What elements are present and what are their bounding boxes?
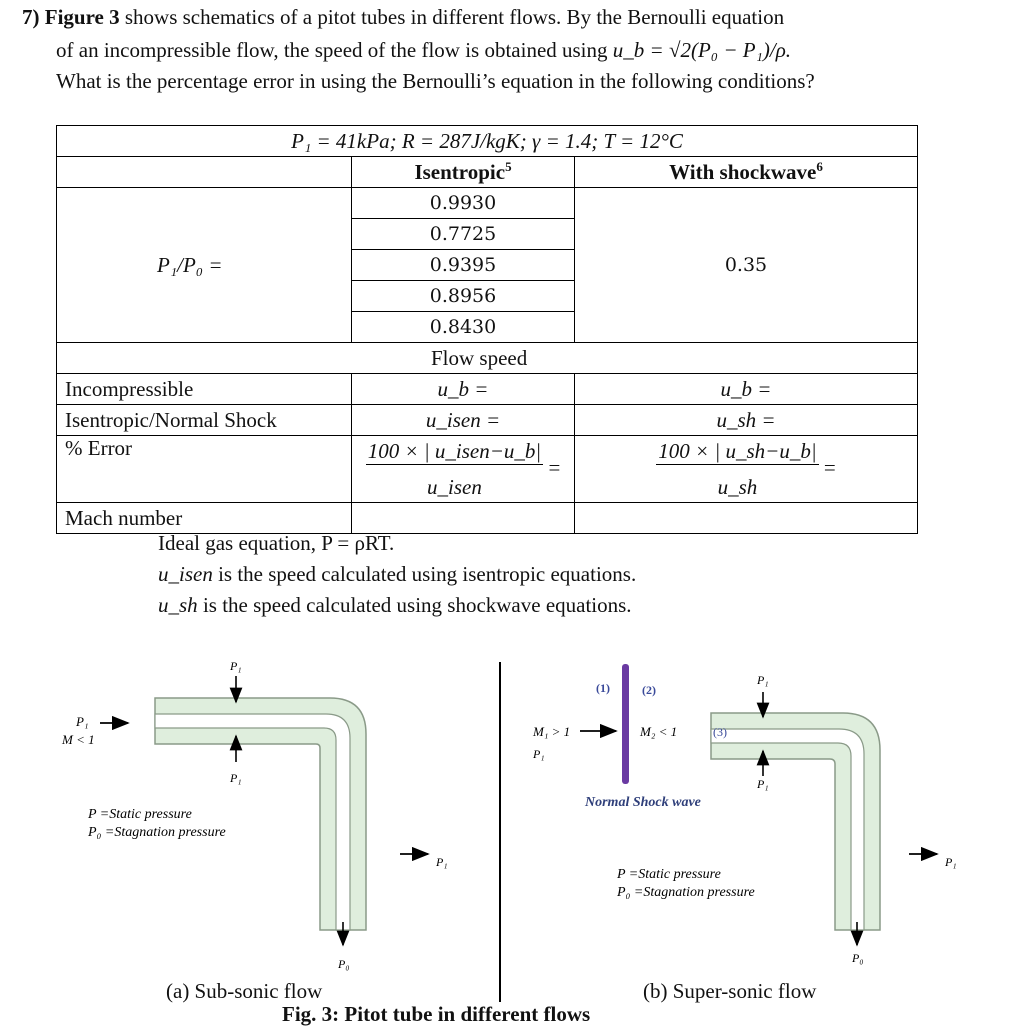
normal-shock-label: Normal Shock wave [585,795,701,810]
a-p1-exit: P₁ [436,855,448,869]
error-shock-numerator: 100 × | u_sh−u_b| [658,438,817,463]
uisen-note: u_isen is the speed calculated using isentropic equations. [158,562,637,586]
figure-title: Fig. 3: Pitot tube in different flows [282,1002,591,1026]
question-line-3: What is the percentage error in using the Bernoulli’s equation in the following conditions? [56,69,815,93]
figure-divider [499,662,501,1002]
ub-equation-shock: u_b = [575,374,918,405]
question-line-1 [22,2,784,33]
region-3-label: (3) [713,725,727,739]
ideal-gas-note: Ideal gas equation, P = ρRT. [158,531,395,555]
flow-speed-header: Flow speed [57,343,918,374]
a-legend-static: P =Static pressure [88,807,192,822]
region-2-label: (2) [642,683,656,697]
figure-reference: Figure 3 [44,5,120,29]
b-legend-static: P =Static pressure [617,867,721,882]
isentropic-ratio: 0.9930 [352,188,575,219]
ub-equation-isen: u_b = [352,374,575,405]
b-p1-exit: P₁ [945,855,957,869]
region-1-label: (1) [596,681,610,695]
question-text-2: of an incompressible flow, the speed of the flow is obtained using [56,38,608,62]
row-mach-number: Mach number [57,503,352,534]
a-legend-stagnation: P₀ =Stagnation pressure [88,825,226,840]
caption-b: (b) Super-sonic flow [643,979,817,1003]
normal-shock-wave [622,664,629,784]
error-isen-fraction [366,439,543,500]
b-p1-left: P₁ [533,747,545,761]
ush-equation: u_sh = [575,405,918,436]
question-line-2 [56,35,791,66]
a-p1-left: P₁ [76,714,89,729]
error-shock-equals: = [823,454,836,479]
a-p1-bottom: P₁ [230,771,242,785]
pressure-ratio-label: P₁/P₀ = [57,188,352,343]
error-isen-numerator: 100 × | u_isen−u_b| [367,438,542,463]
a-mach: M < 1 [62,732,95,747]
question-number: 7) [22,5,40,29]
row-isentropic-normal-shock: Isentropic/Normal Shock [57,405,352,436]
error-isen-cell [352,436,575,503]
row-incompressible: Incompressible [57,374,352,405]
isentropic-ratio: 0.8956 [352,281,575,312]
error-shock-fraction [656,439,818,500]
shock-ratio: 0.35 [575,188,918,343]
b-m2: M₂ < 1 [640,724,678,739]
b-p1-top: P₁ [757,673,769,687]
uisen-equation: u_isen = [352,405,575,436]
isentropic-ratio: 0.7725 [352,219,575,250]
ush-note: u_sh is the speed calculated using shockwave equations. [158,593,632,617]
isentropic-header: Isentropic$^5$ [352,157,575,188]
shockwave-header: With shockwave$^6$ [575,157,918,188]
error-isen-denominator: u_isen [427,474,482,499]
b-p0: P₀ [852,951,864,965]
conditions-table [56,125,918,534]
subsonic-pitot-diagram [0,640,500,990]
question-text-1: shows schematics of a pitot tubes in different flows. By the Bernoulli equation [124,5,785,29]
b-legend-stagnation: P₀ =Stagnation pressure [617,885,755,900]
caption-a: (a) Sub-sonic flow [166,979,323,1003]
notes [158,528,636,621]
supersonic-pitot-diagram [505,640,1015,990]
error-shock-cell [575,436,918,503]
a-p1-top: P₁ [230,659,242,673]
a-p0: P₀ [338,957,350,971]
conditions-row: P₁ = 41kPa; R = 287J/kgK; γ = 1.4; T = 12°C [57,126,918,157]
b-p1-bottom: P₁ [757,777,769,791]
isentropic-ratio: 0.8430 [352,312,575,343]
error-isen-equals: = [548,454,561,479]
error-shock-denominator: u_sh [717,474,758,499]
row-error: % Error [57,436,352,503]
isentropic-ratio: 0.9395 [352,250,575,281]
b-m1: M₁ > 1 [533,724,571,739]
bernoulli-formula: u_b = √2(P₀ − P₁)/ρ. [612,38,792,62]
